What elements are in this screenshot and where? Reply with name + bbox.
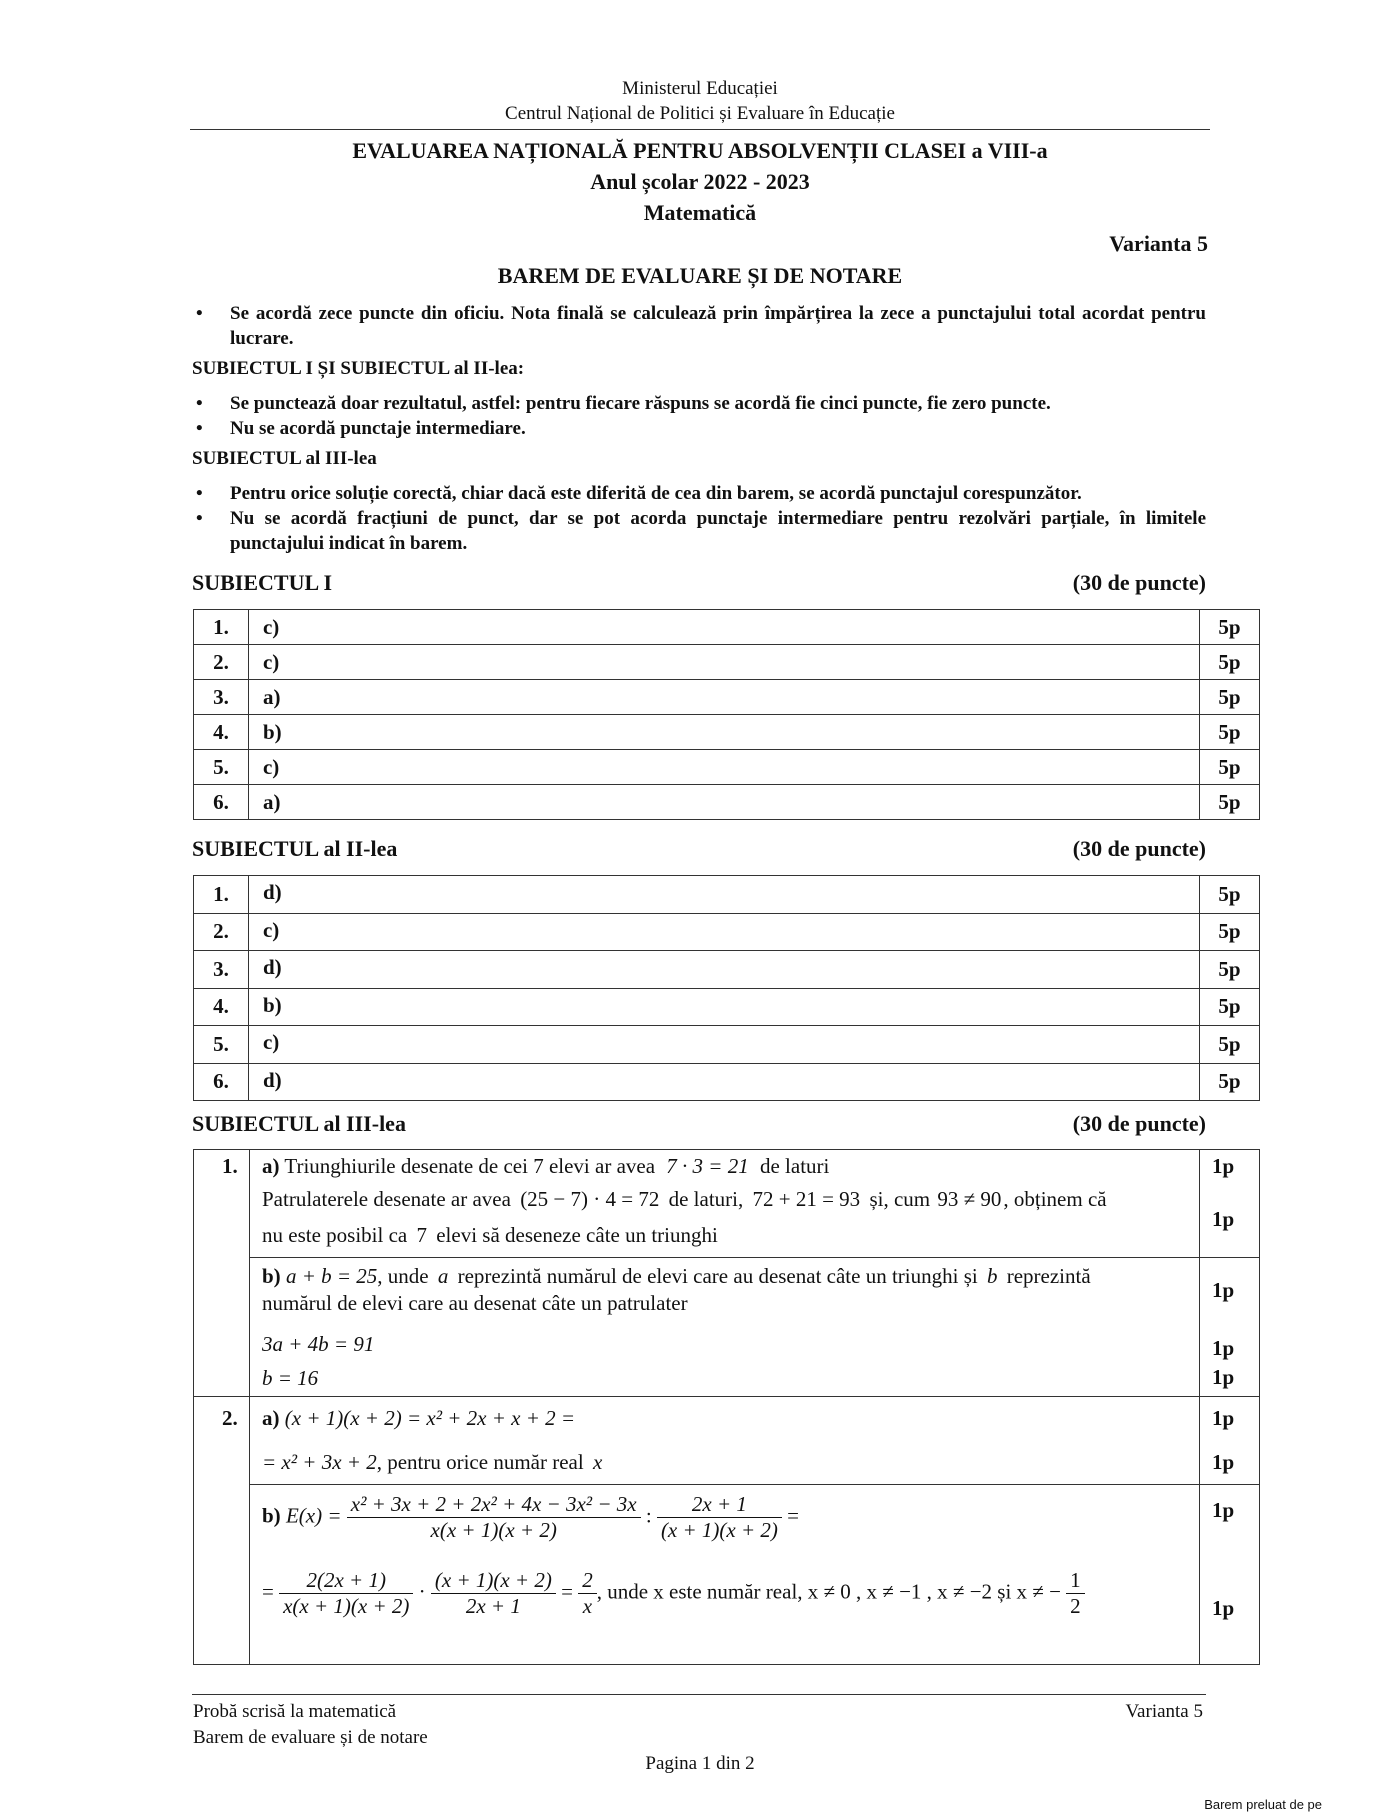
col-divider: [1199, 1150, 1200, 1664]
item-number: 3.: [194, 680, 249, 715]
bullet-icon: •: [196, 393, 203, 414]
answer-cell: d): [248, 1063, 1199, 1101]
p2b-label: b): [262, 1503, 281, 1528]
p1b-math: a + b = 25: [285, 1264, 378, 1288]
p1a-text: nu este posibil ca: [262, 1223, 408, 1247]
points-cell: 5p: [1200, 715, 1260, 750]
fraction-numerator: 1: [1066, 1568, 1085, 1594]
table-row: [194, 645, 1260, 680]
p1a-text: de laturi: [759, 1154, 830, 1178]
subject-name: Matematică: [643, 200, 757, 225]
subject1-heading: [192, 570, 1206, 596]
subject2-points: (30 de puncte): [1072, 836, 1206, 861]
rule-general: [192, 301, 1206, 351]
answer-cell: c): [248, 913, 1199, 951]
p1b-var: a: [437, 1264, 449, 1288]
table-row: [194, 876, 1260, 914]
barem-title: BAREM DE EVALUARE ȘI DE NOTARE: [497, 263, 903, 288]
header-divider: [190, 129, 1210, 130]
p1b-line3: 3a + 4b = 91: [262, 1332, 375, 1356]
p1b-line1: [262, 1264, 1091, 1289]
table-row: [194, 680, 1260, 715]
subject2-heading: [192, 836, 1206, 862]
subject2-title: SUBIECTUL al II-lea: [192, 836, 398, 861]
table-row: [194, 1063, 1260, 1101]
item-number: 2.: [194, 645, 249, 680]
table-row: [194, 715, 1260, 750]
item-number: 4.: [194, 715, 249, 750]
p2b-fraction: [431, 1568, 556, 1619]
fraction-numerator: 2(2x + 1): [279, 1568, 413, 1594]
footer-barem-label: Barem de evaluare și de notare: [193, 1727, 428, 1748]
answer-cell: c): [248, 610, 1199, 645]
subject1-table: [193, 609, 1260, 820]
rule-no-intermediate: [192, 416, 1206, 441]
table-row: [194, 951, 1260, 989]
item-number: 1.: [194, 876, 249, 914]
p1a-math: 7 · 3 = 21: [666, 1154, 749, 1178]
school-year: Anul școlar 2022 - 2023: [590, 169, 810, 194]
item-number: 1.: [194, 610, 249, 645]
fraction-denominator: x(x + 1)(x + 2): [430, 1518, 557, 1542]
answer-cell: c): [248, 1026, 1199, 1064]
p1a-math: 7: [416, 1223, 427, 1247]
points-cell: 5p: [1200, 610, 1260, 645]
answer-cell: c): [248, 645, 1199, 680]
p2b-fraction: [1066, 1568, 1085, 1619]
center-name: Centrul Național de Politici și Evaluare în Educație: [505, 103, 895, 124]
item-number: 6.: [194, 785, 249, 820]
p1a-math: (25 − 7) · 4 = 72: [520, 1187, 660, 1211]
table-row: [194, 913, 1260, 951]
p1-points: 1p: [1212, 1207, 1235, 1231]
points-cell: 5p: [1200, 750, 1260, 785]
problem1-number: 1.: [222, 1154, 238, 1178]
row-divider: [194, 1396, 1259, 1397]
p2b-math: ·: [418, 1579, 426, 1604]
subject2-table: [193, 875, 1260, 1101]
p2b-math: =: [262, 1579, 274, 1604]
p1a-math: 72 + 21 = 93: [752, 1187, 861, 1211]
points-cell: 5p: [1200, 951, 1260, 989]
p1a-text: de laturi,: [668, 1187, 744, 1211]
fraction-numerator: 2x + 1: [657, 1492, 782, 1518]
footer-exam-type: Probă scrisă la matematică: [193, 1701, 397, 1722]
p2a-math: (x + 1)(x + 2) = x² + 2x + x + 2 =: [284, 1406, 576, 1430]
p2b-math: =: [787, 1503, 799, 1528]
table-row: [194, 610, 1260, 645]
p1a-text: Patrulaterele desenate ar avea: [262, 1187, 511, 1211]
fraction-denominator: x: [582, 1594, 593, 1618]
p1b-text: , unde: [377, 1264, 429, 1288]
p2-points: 1p: [1212, 1498, 1235, 1522]
p2b-fraction: [657, 1492, 782, 1543]
p2b-math: =: [561, 1579, 573, 1604]
points-cell: 5p: [1200, 988, 1260, 1026]
fraction-numerator: x² + 3x + 2 + 2x² + 4x − 3x² − 3x: [347, 1492, 641, 1518]
points-cell: 5p: [1200, 1063, 1260, 1101]
p1b-line4: b = 16: [262, 1366, 319, 1390]
p1b-text: reprezintă numărul de elevi care au desenat câte un triunghi și: [457, 1264, 978, 1288]
p2b-math: E(x) =: [285, 1503, 342, 1528]
rule-any-solution-text: Pentru orice soluție corectă, chiar dacă este diferită de cea din barem, se acordă punctajul corespunzător.: [230, 483, 1082, 504]
points-cell: 5p: [1200, 913, 1260, 951]
points-cell: 5p: [1200, 1026, 1260, 1064]
rule-partial: [192, 506, 1206, 556]
p2b-fraction: [347, 1492, 641, 1543]
bullet-icon: •: [196, 508, 203, 529]
item-number: 5.: [194, 1026, 249, 1064]
bullet-icon: •: [196, 483, 203, 504]
fraction-numerator: 2: [578, 1568, 597, 1594]
fraction-numerator: (x + 1)(x + 2): [431, 1568, 556, 1594]
col-divider: [249, 1150, 250, 1664]
rule-any-solution: [192, 481, 1206, 506]
subject3-table: [193, 1149, 1260, 1665]
footer-divider: [192, 1694, 1206, 1695]
fraction-denominator: 2: [1070, 1594, 1081, 1618]
p2-points: 1p: [1212, 1406, 1235, 1430]
table-row: [194, 1026, 1260, 1064]
p1a-text: , obținem că: [1003, 1187, 1107, 1211]
item-number: 5.: [194, 750, 249, 785]
ministry-name: Ministerul Educației: [622, 78, 778, 99]
p1a-line2: [262, 1187, 1107, 1212]
p2b-fraction: [578, 1568, 597, 1619]
rule-result-only: [192, 391, 1206, 416]
table-row: [194, 750, 1260, 785]
p1-points: 1p: [1212, 1336, 1235, 1360]
p1-points: 1p: [1212, 1278, 1235, 1302]
bullet-icon: •: [196, 418, 203, 439]
page-number: Pagina 1 din 2: [645, 1753, 755, 1774]
p1a-label: a): [262, 1154, 280, 1178]
exam-title: EVALUAREA NAȚIONALĂ PENTRU ABSOLVENȚII CLASEI a VIII-a: [352, 138, 1048, 163]
fraction-denominator: x(x + 1)(x + 2): [283, 1594, 410, 1618]
item-number: 4.: [194, 988, 249, 1026]
p2b-fraction: [279, 1568, 413, 1619]
rule-partial-text: Nu se acordă fracțiuni de punct, dar se pot acorda punctaje intermediare pentru rezolvări parțiale, în limitele punctajului indicat în barem.: [230, 508, 1206, 554]
row-divider: [249, 1484, 1259, 1485]
answer-cell: d): [248, 876, 1199, 914]
p1-points: 1p: [1212, 1154, 1235, 1178]
rule-result-only-text: Se punctează doar rezultatul, astfel: pentru fiecare răspuns se acordă fie cinci puncte, fie zero puncte.: [230, 393, 1051, 414]
p1a-line3: [262, 1223, 718, 1248]
footer-variant: Varianta 5: [1125, 1701, 1203, 1722]
p1a-text: elevi să deseneze câte un triunghi: [436, 1223, 718, 1247]
p1-points: 1p: [1212, 1365, 1235, 1389]
p2a-line2: [262, 1450, 602, 1475]
rules-heading-1-2: SUBIECTUL I ȘI SUBIECTUL al II-lea:: [192, 358, 525, 379]
bullet-icon: •: [196, 303, 203, 324]
points-cell: 5p: [1200, 645, 1260, 680]
p1a-text: și, cum: [869, 1187, 931, 1211]
p1b-label: b): [262, 1264, 281, 1288]
p2b-math: :: [645, 1503, 652, 1528]
subject3-heading: [192, 1111, 1206, 1137]
rule-general-text: Se acordă zece puncte din oficiu. Nota finală se calculează prin împărțirea la zece a punctajului total acordat pentru lucrare.: [230, 303, 1206, 349]
p1b-text: reprezintă: [1006, 1264, 1091, 1288]
subject3-title: SUBIECTUL al III-lea: [192, 1111, 406, 1136]
source-note: Barem preluat de pe: [1204, 1797, 1322, 1812]
points-cell: 5p: [1200, 680, 1260, 715]
problem2-number: 2.: [222, 1406, 238, 1430]
subject3-points: (30 de puncte): [1072, 1111, 1206, 1136]
p2b-line1: [262, 1492, 799, 1543]
points-cell: 5p: [1200, 876, 1260, 914]
answer-cell: a): [248, 785, 1199, 820]
p1a-text: Triunghiurile desenate de cei 7 elevi ar avea: [284, 1154, 656, 1178]
p2a-math: = x² + 3x + 2: [262, 1450, 377, 1474]
table-row: [194, 785, 1260, 820]
fraction-denominator: 2x + 1: [465, 1594, 521, 1618]
p2a-var: x: [592, 1450, 603, 1474]
p1b-line2: numărul de elevi care au desenat câte un patrulater: [262, 1291, 688, 1315]
p1a-line1: [262, 1154, 829, 1179]
fraction-denominator: (x + 1)(x + 2): [660, 1518, 778, 1542]
item-number: 2.: [194, 913, 249, 951]
p2a-line1: [262, 1406, 575, 1431]
p2a-text: , pentru orice număr real: [376, 1450, 584, 1474]
answer-cell: c): [248, 750, 1199, 785]
p1a-math: 93 ≠ 90: [937, 1187, 1002, 1211]
p2-points: 1p: [1212, 1450, 1235, 1474]
subject1-title: SUBIECTUL I: [192, 570, 333, 595]
answer-cell: b): [248, 715, 1199, 750]
p1b-var: b: [986, 1264, 998, 1288]
table-row: [194, 988, 1260, 1026]
item-number: 3.: [194, 951, 249, 989]
p2b-text: , unde x este număr real, x ≠ 0 , x ≠ −1 , x ≠ −2 și x ≠ −: [596, 1579, 1061, 1604]
answer-cell: d): [248, 951, 1199, 989]
p2b-line2: [262, 1568, 1085, 1619]
rules-heading-3: SUBIECTUL al III-lea: [192, 448, 377, 469]
row-divider: [249, 1257, 1259, 1258]
variant-label: Varianta 5: [1109, 231, 1208, 256]
subject1-points: (30 de puncte): [1072, 570, 1206, 595]
rule-no-intermediate-text: Nu se acordă punctaje intermediare.: [230, 418, 526, 439]
item-number: 6.: [194, 1063, 249, 1101]
answer-cell: a): [248, 680, 1199, 715]
answer-cell: b): [248, 988, 1199, 1026]
p2a-label: a): [262, 1406, 280, 1430]
points-cell: 5p: [1200, 785, 1260, 820]
p2-points: 1p: [1212, 1596, 1235, 1620]
